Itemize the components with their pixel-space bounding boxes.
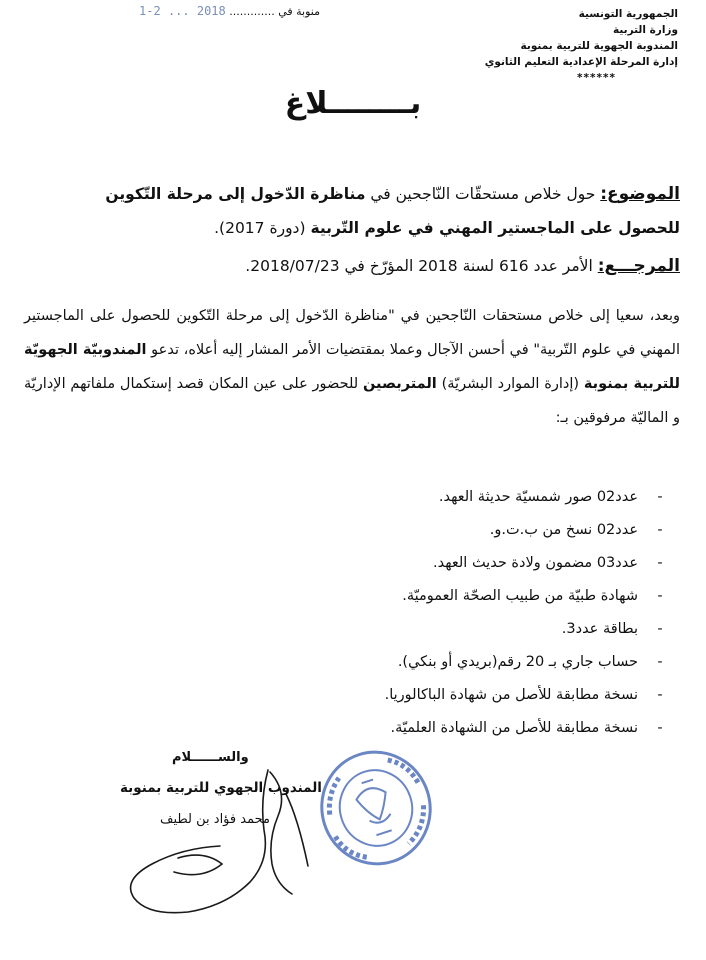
signatory-title: المندوب الجهوي للتربية بمنوبة: [120, 780, 322, 796]
reference-text: الأمر عدد 616 لسنة 2018 المؤرّخ في 2018/07/23.: [245, 257, 598, 275]
list-dash: -: [657, 687, 663, 703]
body-text-2: (إدارة الموارد البشريّة): [436, 376, 584, 392]
list-item: [270, 547, 670, 580]
list-dash: -: [657, 588, 663, 604]
body-text-1: وبعد، سعيا إلى خلاص مستحقات النّاجحين في "مناظرة الدّخول إلى مرحلة التّكوين للحصول على الماجستير المهني في علوم التّربية" في أحسن الآجال وعملا بمقتضيات الأمر المشار إليه أعلاه، تدعو: [24, 308, 680, 358]
list-dash: -: [657, 555, 663, 571]
list-item: [270, 580, 670, 613]
subject-text: حول خلاص مستحقّات النّاجحين في: [365, 185, 601, 203]
subject-line-2: [40, 211, 680, 245]
subject-label: الموضوع:: [600, 184, 680, 204]
list-item-text: بطاقة عدد3.: [561, 621, 638, 637]
letterhead-country: الجمهورية التونسية: [578, 8, 678, 20]
list-item: [270, 712, 670, 745]
list-item-text: حساب جاري بـ 20 رقم(بريدي أو بنكي).: [397, 654, 638, 670]
list-dash: -: [657, 654, 663, 670]
body-paragraph: [24, 299, 680, 435]
letterhead-stars: ******: [577, 72, 616, 84]
list-item: [270, 646, 670, 679]
list-dash: -: [657, 522, 663, 538]
reference-label: المرجـــع:: [597, 256, 680, 276]
subject-text-bold: مناظرة الدّخول إلى مرحلة التّكوين: [105, 185, 366, 203]
document-title: بــــــــلاغ: [284, 86, 422, 121]
date-label: منوبة في: [278, 5, 320, 18]
list-item: [270, 679, 670, 712]
reference-line: [40, 249, 680, 283]
list-item-text: عدد02 نسخ من ب.ت.و.: [489, 522, 638, 538]
letterhead-department: إدارة المرحلة الإعدادية التعليم الثانوي: [484, 56, 678, 68]
list-item: [270, 514, 670, 547]
list-item-text: عدد03 مضمون ولادة حديث العهد.: [432, 555, 638, 571]
body-bold-trainees: المتربصين: [363, 376, 437, 392]
subject-line2-bold: للحصول على الماجستير المهني في علوم التّربية: [310, 219, 680, 237]
subject-line2-plain: (دورة 2017).: [214, 219, 311, 237]
list-item-text: نسخة مطابقة للأصل من الشهادة العلميّة.: [390, 720, 638, 736]
list-item-text: شهادة طبيّة من طبيب الصحّة العموميّة.: [402, 588, 638, 604]
letterhead: [478, 6, 678, 86]
list-item-text: عدد02 صور شمسيّة حديثة العهد.: [438, 489, 638, 505]
list-dash: -: [657, 720, 663, 736]
list-dash: -: [657, 621, 663, 637]
list-item-text: نسخة مطابقة للأصل من شهادة الباكالوريا.: [384, 687, 638, 703]
list-dash: -: [657, 489, 663, 505]
letterhead-delegation: المندوبة الجهوية للتربية بمنوبة: [520, 40, 678, 52]
requirements-list: [270, 481, 670, 745]
body-text-3: للحضور على عين المكان قصد إستكمال ملفاتهم الإداريّة و الماليّة مرفوقين بـ:: [24, 376, 680, 426]
date-line: منوبة في ............. 2018 ... 2-1: [139, 4, 320, 18]
subject-line: [40, 177, 680, 211]
body-bold-delegation: المندوبيّة الجهويّة للتربية بمنوبة: [24, 342, 680, 392]
signatory-name: محمد فؤاد بن لطيف: [160, 812, 270, 827]
date-stamp: 2018 ... 2-1: [139, 4, 226, 18]
letterhead-ministry: وزارة التربية: [612, 24, 678, 36]
closing-greeting: والســــــلام: [172, 750, 249, 765]
list-item: [270, 613, 670, 646]
list-item: [270, 481, 670, 514]
